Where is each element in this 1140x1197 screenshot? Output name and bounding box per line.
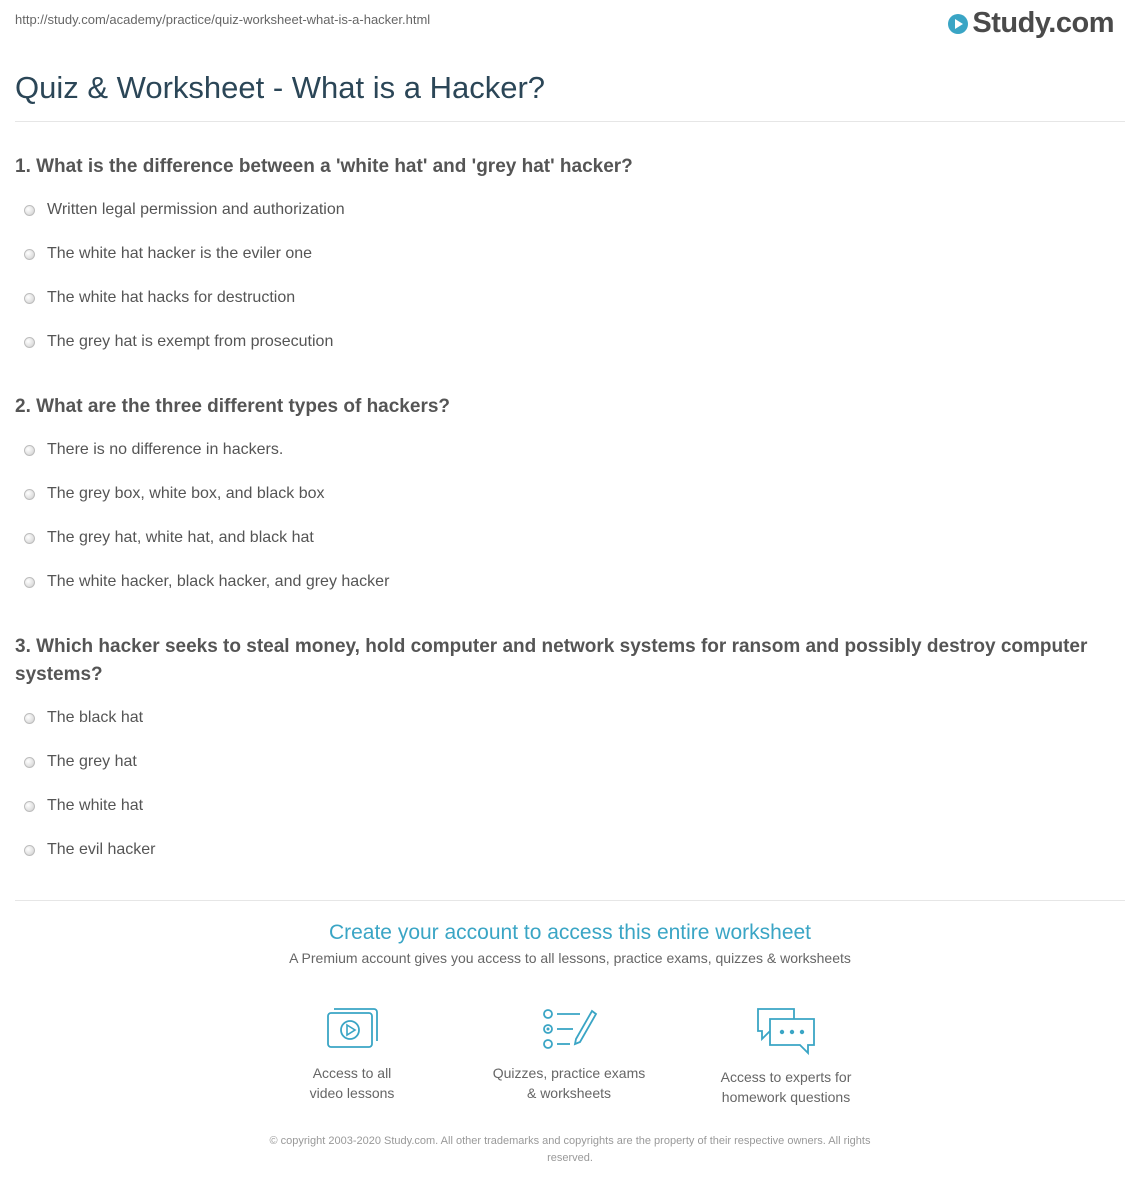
copyright-line: © copyright 2003-2020 Study.com. All other trademarks and copyrights are the property of their respective owners. All rights	[269, 1135, 871, 1147]
answer-option[interactable]	[15, 516, 1115, 560]
radio-button[interactable]	[24, 845, 35, 856]
radio-button[interactable]	[24, 713, 35, 724]
video-lessons-icon	[324, 1005, 380, 1053]
cta-title-link[interactable]: Create your account to access this entire worksheet	[328, 921, 812, 944]
radio-button[interactable]	[24, 533, 35, 544]
option-label: The grey hat is exempt from prosecution	[47, 333, 334, 350]
answer-option[interactable]	[15, 696, 1115, 740]
answer-option[interactable]	[15, 740, 1115, 784]
radio-button[interactable]	[24, 489, 35, 500]
radio-button[interactable]	[24, 249, 35, 260]
option-label: The grey box, white box, and black box	[47, 485, 325, 502]
question-2	[15, 393, 1115, 604]
answer-options	[15, 188, 1115, 364]
option-label: The white hat	[47, 797, 144, 814]
feature-label: Quizzes, practice exams	[492, 1065, 646, 1081]
radio-button[interactable]	[24, 205, 35, 216]
option-label: The white hacker, black hacker, and grey hacker	[47, 573, 390, 590]
radio-button[interactable]	[24, 757, 35, 768]
feature-label: video lessons	[309, 1085, 395, 1101]
radio-button[interactable]	[24, 445, 35, 456]
answer-option[interactable]	[15, 188, 1115, 232]
answer-option[interactable]	[15, 428, 1115, 472]
question-text: 3. Which hacker seeks to steal money, hold computer and network systems for ransom and possibly destroy computer systems?	[15, 636, 1088, 685]
question-text: 1. What is the difference between a 'white hat' and 'grey hat' hacker?	[15, 156, 633, 177]
option-label: The white hat hacker is the eviler one	[47, 245, 313, 262]
radio-button[interactable]	[24, 801, 35, 812]
answer-option[interactable]	[15, 320, 1115, 364]
option-label: The evil hacker	[47, 841, 156, 858]
answer-options	[15, 696, 1115, 872]
feature-label: Access to all	[312, 1065, 392, 1081]
feature-experts	[686, 1005, 886, 1107]
option-label: The white hat hacks for destruction	[47, 289, 296, 306]
option-label: There is no difference in hackers.	[47, 441, 284, 458]
feature-label: Access to experts for	[720, 1069, 852, 1085]
play-circle-logo-icon	[947, 13, 969, 35]
radio-button[interactable]	[24, 337, 35, 348]
title-divider	[15, 121, 1125, 122]
option-label: Written legal permission and authorization	[47, 201, 345, 218]
answer-option[interactable]	[15, 276, 1115, 320]
radio-button[interactable]	[24, 293, 35, 304]
expert-chat-icon	[754, 1005, 818, 1057]
answer-options	[15, 428, 1115, 604]
quiz-checklist-icon	[540, 1005, 598, 1053]
answer-option[interactable]	[15, 232, 1115, 276]
option-label: The grey hat, white hat, and black hat	[47, 529, 314, 546]
feature-label: homework questions	[721, 1089, 851, 1105]
option-label: The black hat	[47, 709, 144, 726]
cta-subtitle: A Premium account gives you access to all lessons, practice exams, quizzes & worksheets	[289, 950, 851, 966]
radio-button[interactable]	[24, 577, 35, 588]
answer-option[interactable]	[15, 472, 1115, 516]
logo-text: Study.com	[972, 7, 1114, 39]
copyright-line: reserved.	[547, 1152, 593, 1164]
question-1	[15, 153, 1115, 364]
copyright-footer	[215, 1133, 925, 1167]
answer-option[interactable]	[15, 784, 1115, 828]
feature-label: & worksheets	[526, 1085, 612, 1101]
feature-quizzes	[469, 1005, 669, 1103]
top-bar	[0, 0, 1140, 50]
answer-option[interactable]	[15, 828, 1115, 872]
option-label: The grey hat	[47, 753, 137, 770]
signup-cta	[0, 921, 1140, 966]
question-3	[15, 633, 1115, 872]
question-text: 2. What are the three different types of hackers?	[15, 396, 451, 417]
study-logo[interactable]	[947, 7, 1114, 40]
cta-divider	[15, 900, 1125, 901]
answer-option[interactable]	[15, 560, 1115, 604]
feature-video-lessons	[252, 1005, 452, 1103]
page-title: Quiz & Worksheet - What is a Hacker?	[15, 70, 546, 105]
page-url[interactable]: http://study.com/academy/practice/quiz-worksheet-what-is-a-hacker.html	[15, 12, 431, 27]
